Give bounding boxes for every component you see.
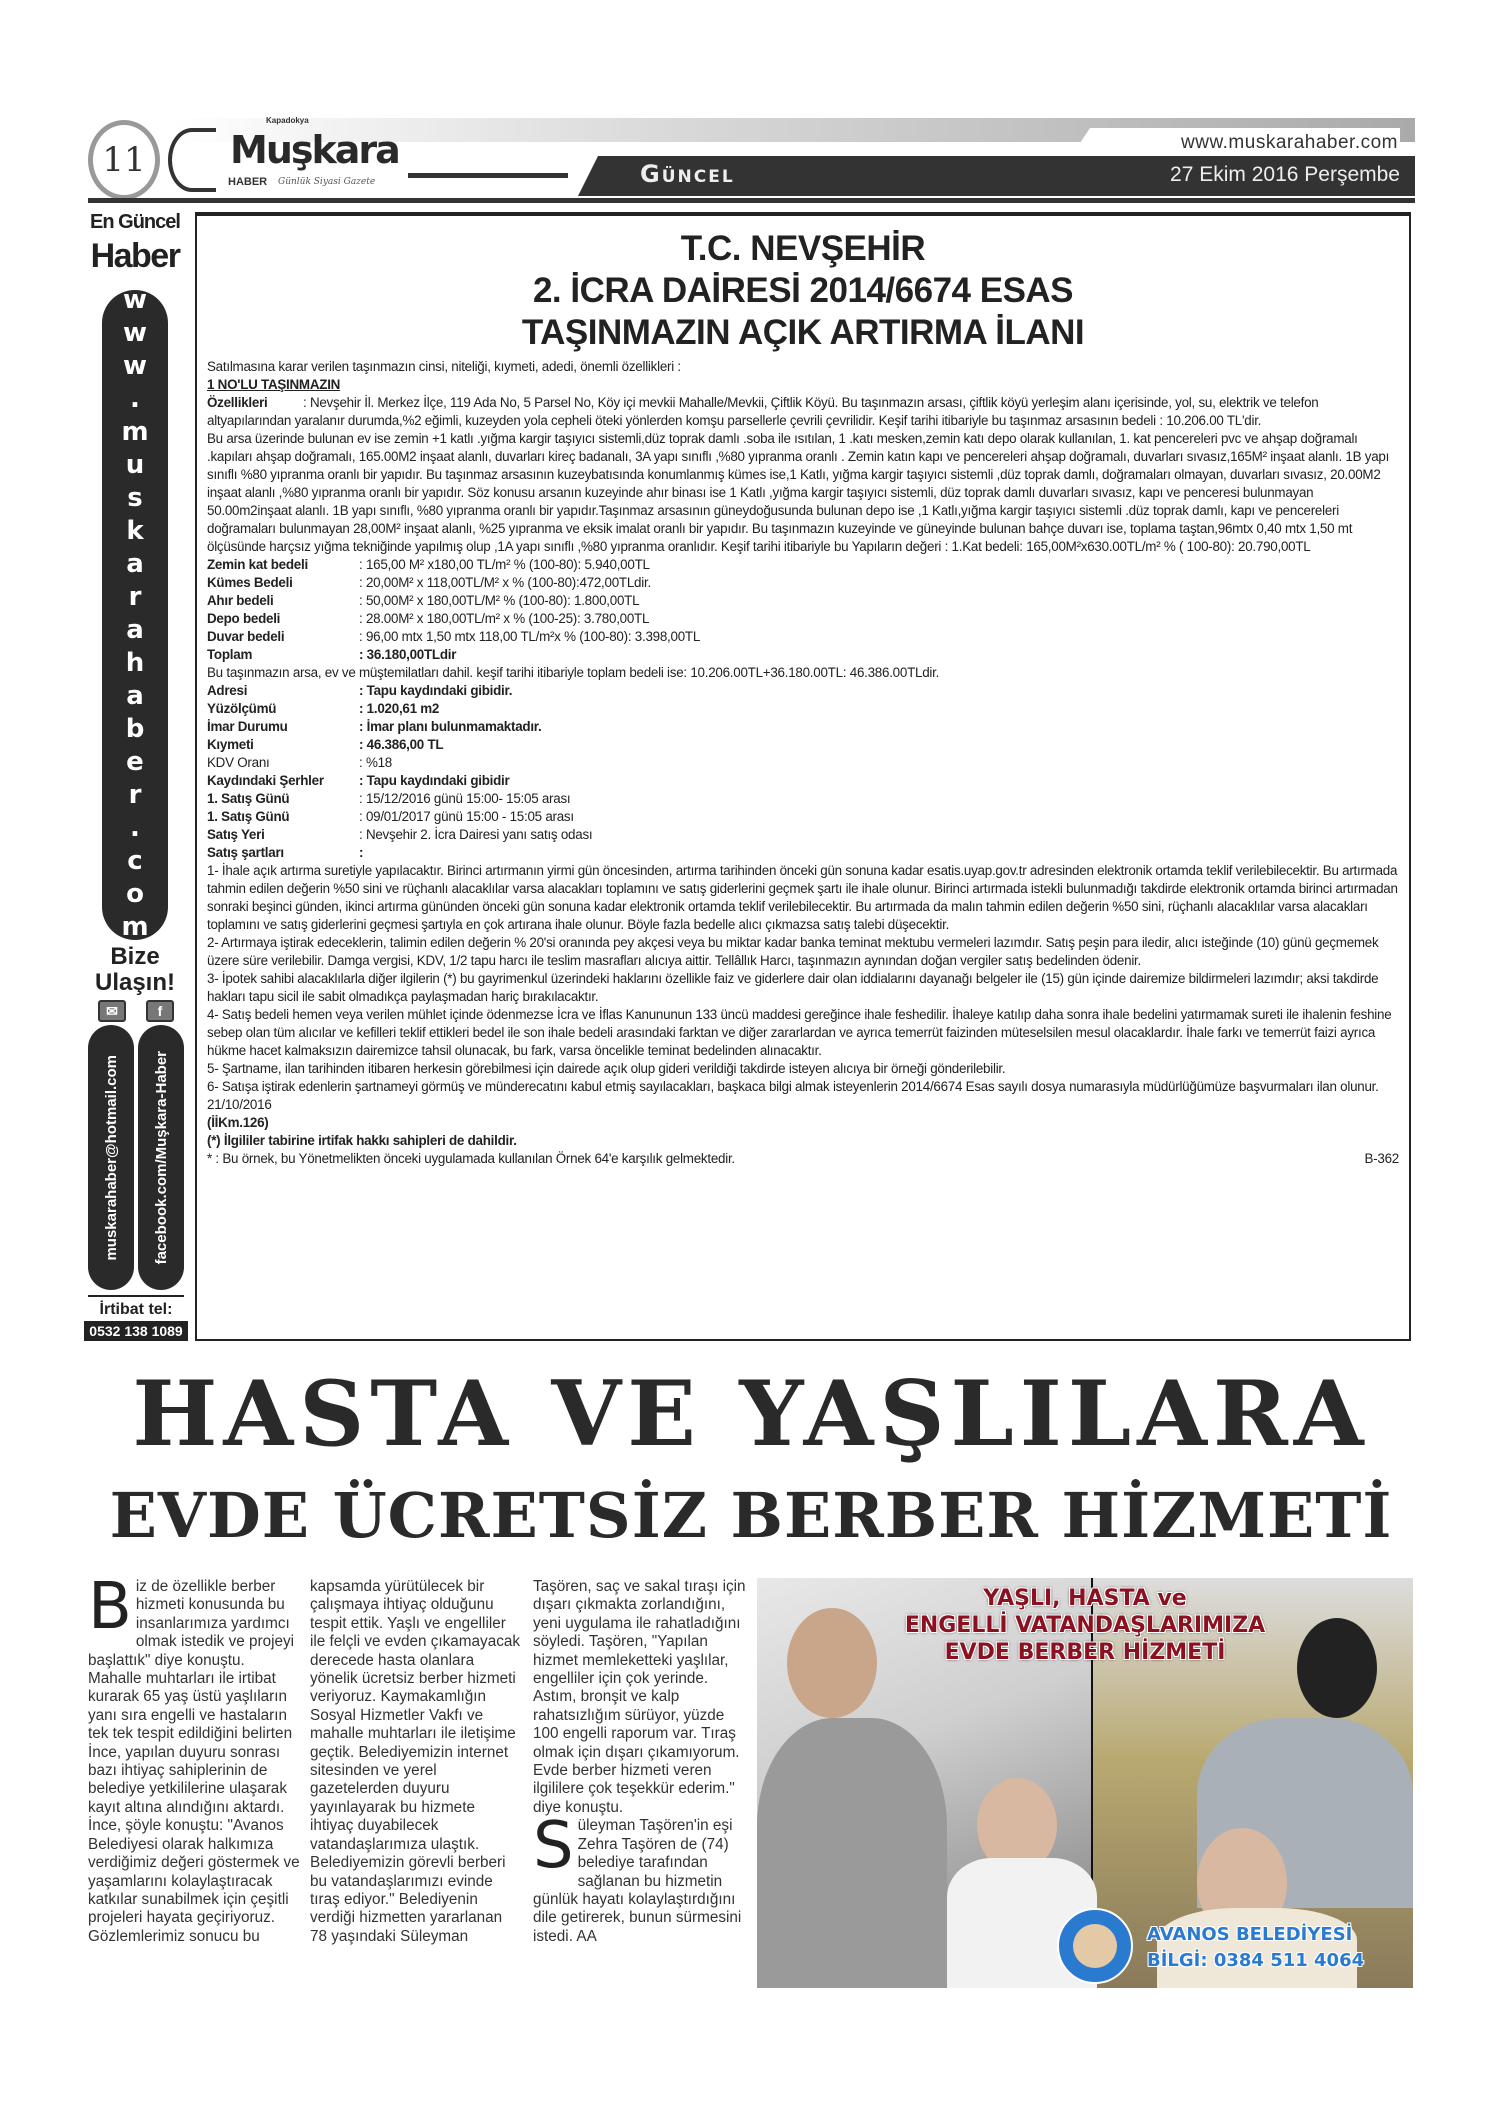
notice-title-3: TAŞINMAZIN AÇIK ARTIRMA İLANI <box>521 313 1085 352</box>
sale-condition: 5- Şartname, ilan tarihinden itibaren herkesin görebilmesi için dairede açık olup gideri verildiği takdirde isteyen alıcıya bir örneği gönderilebilir. <box>207 1061 1006 1076</box>
valuation-row <box>207 556 1399 574</box>
header-divider <box>88 198 1415 203</box>
notice-total-note: Bu taşınmazın arsa, ev ve müştemilatları dahil. keşif tarihi itibariyle toplam bedeli ise: 10.206.00TL+36.180.00TL: 46.386.00TLdir. <box>207 665 940 680</box>
detail-row-label: Satış şartları <box>207 845 284 860</box>
notice-description: Bu arsa üzerinde bulunan ev ise zemin +1 katlı .yığma kargir taşıyıcı sistemli,düz toprak damlı .soba ile ısıtılan, 1 .katı mesken,zemin katı depo olarak kullanılan, 1. kat pencereleri pvc ve ahşap doğramalı .kapıları ahşap doğramalı, 165.00M2 inşaat alanlı, duvarları kireç badanalı, 3A yapı sınıflı ,%80 yıpranma oranlı . Zemin katın kapı ve pencereleri ahşap doğramalı, duvarları sıvasız,165M² inşaat alanlı. 1B yapı sınıflı %80 yıpranma oranlı bir yapıdır. Bu taşınmaz arsasının kuzeybatısında konumlanmış kümes ise,1 Katlı, yığma kargir taşıyıcı sistemli ,düz toprak damlı, doğramaları olmayan, duvarları sıvasız, 20.00M2 inşaat alanlı ,%80 yıpranma oranlı bir yapıdır. Söz konusu arsanın kuzeyinde ahır binası ise 1 Katlı ,yığma kargir taşıyıcı sistemli, düz toprak damlı duvarları sıvasız, kapı ve penceresi bulunmayan 50.00m2inşaat alanlı. 1B yapı sınıflı, %80 yıpranma oranlı bir yapıdır.Taşınmaz arsasının güneydoğusunda bulunan depo ise ,1 Katlı,yığma kargir taşıyıcı sistemli .düz toprak damlı, kapı ve pencereleri doğramaları bulunmayan 28,00M² inşaat alanlı, %25 yıpranma ve eksik imalat oranlı bir yapıdır. Bu taşınmazın kuzeyinde ve güneyinde bulunan bahçe duvarı ise, toplama taştan,96mtx 0,40 mtx 1,50 mt ölçüsünde harçsız yığma tekniğinde yapılmış olup ,1A yapı sınıflı ,%80 yıpranma oranlıdır. Keşif tarihi itibariyle bu Yapıların değeri : 1.Kat bedeli: 165,00M²x630.00TL/m² % ( 100-80): 20.790,00TL <box>207 431 1390 554</box>
detail-row-label: KDV Oranı <box>207 755 270 770</box>
mail-icon: ✉ <box>98 1000 126 1022</box>
sidebar-facebook: facebook.com/Muşkara-Haber <box>152 1050 170 1265</box>
detail-row-label: Adresi <box>207 683 248 698</box>
site-url[interactable]: www.muskarahaber.com <box>1181 132 1398 153</box>
article-column-2 <box>310 1578 522 1946</box>
detail-row-label: İmar Durumu <box>207 719 288 734</box>
detail-row-label: 1. Satış Günü <box>207 809 290 824</box>
detail-row-value: : 1.020,61 m2 <box>359 701 440 716</box>
detail-row-value: : 15/12/2016 günü 15:00- 15:05 arası <box>359 791 571 806</box>
customer-cape-right <box>1157 1908 1357 1988</box>
valuation-row-label: Kümes Bedeli <box>207 575 293 590</box>
sidebar-facebook-pill[interactable] <box>138 1025 184 1290</box>
detail-row <box>207 808 1399 826</box>
sidebar-site-text: www.muskarahaber.com <box>120 285 150 945</box>
notice-code: B-362 <box>1364 1151 1399 1166</box>
notice-item-heading: 1 NO'LU TAŞINMAZIN <box>207 377 341 392</box>
sidebar-phone: 0532 138 1089 <box>84 1321 188 1341</box>
barber-body-left <box>757 1718 947 1988</box>
article-col1-text: iz de özellikle berber hizmeti konusunda bu insanlarımıza yardımcı olmak istedik ve projeyi başlattık" diye konuştu. Mahalle muhtarları ile irtibat kurarak 65 yaş üstü yaşlıların yanı sıra engelli ve hastaların tek tek tespit edildiğini belirten İnce, yapılan duyuru sonrası bazı ihtiyaç sahiplerinin de belediye yetkililerine ulaşarak kayıt altına alındığını aktardı. İnce, şöyle konuştu: "Avanos Belediyesi olarak halkımıza verdiğimiz değeri göstermek ve yaşamlarını kolaylaştıracak katkılar sunabilmek için çeşitli projeleri hayata geçiriyoruz. Gözlemlerimiz sonucu bu <box>88 1578 300 1945</box>
features-label: Özellikleri <box>207 395 268 410</box>
detail-row <box>207 790 1399 808</box>
notice-title-1: T.C. NEVŞEHİR <box>680 229 926 268</box>
headline-line-1: HASTA VE YAŞLILARA <box>132 1361 1370 1467</box>
logo-slogan: Günlük Siyasi Gazete <box>278 177 376 187</box>
auction-notice <box>195 212 1411 1341</box>
detail-row <box>207 772 1399 790</box>
sale-condition: 6- Satışa iştirak edenlerin şartnameyi görmüş ve münderecatını kabul etmiş sayılacakları, başkaca bilgi almak isteyenlerin 2014/6674 Esas sayılı dosya numarasıyla müdürlüğümüze başvurmaları ilan olunur. 21/10/2016 <box>207 1079 1379 1112</box>
notice-intro: Satılmasına karar verilen taşınmazın cinsi, niteliği, kıymeti, adedi, önemli özellikleri : <box>207 359 681 374</box>
sidebar-site-pill[interactable] <box>102 285 168 945</box>
header-rule <box>408 173 568 178</box>
valuation-row-label: Depo bedeli <box>207 611 281 626</box>
sidebar-en-guncel: En Güncel <box>90 211 180 233</box>
newspaper-logo[interactable] <box>168 116 408 194</box>
detail-row-label: Kıymeti <box>207 737 254 752</box>
detail-row-label: Satış Yeri <box>207 827 265 842</box>
photo-overlay-line-2: ENGELLİ VATANDAŞLARIMIZA <box>904 1613 1266 1638</box>
detail-row <box>207 718 1399 736</box>
detail-row-label: Yüzölçümü <box>207 701 277 716</box>
photo-info: BİLGİ: 0384 511 4064 <box>1147 1950 1365 1971</box>
article-photo[interactable] <box>757 1578 1413 1988</box>
notice-law-ref: (İİKm.126) <box>207 1115 269 1130</box>
valuation-row <box>207 592 1399 610</box>
article-col2-text: kapsamda yürütülecek bir çalışmaya ihtiyaç olduğunu tespit ettik. Yaşlı ve engelliler ile felçli ve evden çıkamayacak derecede hasta olanlara yönelik ücretsiz berber hizmeti veriyoruz. Kaymakamlığın Sosyal Hizmetler Vakfı ve mahalle muhtarları ile iletişime geçtik. Belediyemizin internet sitesinden ve yerel gazetelerden duyuru yayınlayarak bu hizmete ihtiyaç duyabilecek vatandaşlarımıza ulaştık. Belediyemizin görevli berberi bu vatandaşlarımızı evinde tıraş ediyor." Belediyenin verdiği hizmetten yararlanan 78 yaşındaki Süleyman <box>310 1578 521 1945</box>
detail-row <box>207 826 1399 844</box>
valuation-row-value: : 165,00 M² x180,00 TL/m² % (100-80): 5.940,00TL <box>359 557 650 572</box>
detail-row <box>207 754 1399 772</box>
valuation-row-label: Zemin kat bedeli <box>207 557 308 572</box>
valuation-row-label: Duvar bedeli <box>207 629 285 644</box>
headline-line-2: EVDE ÜCRETSİZ BERBER HİZMETİ <box>109 1479 1393 1552</box>
detail-row-value: : Tapu kaydındaki gibidir. <box>359 683 513 698</box>
sidebar-email-pill[interactable] <box>88 1025 134 1290</box>
dropcap-b: B <box>88 1570 132 1644</box>
valuation-row <box>207 574 1399 592</box>
detail-row-label: Kaydındaki Şerhler <box>207 773 324 788</box>
valuation-row-label: Ahır bedeli <box>207 593 274 608</box>
sidebar-divider <box>88 1295 184 1297</box>
detail-row-label: 1. Satış Günü <box>207 791 290 806</box>
detail-row-value: : İmar planı bulunmamaktadır. <box>359 719 542 734</box>
valuation-row <box>207 646 1399 664</box>
sale-condition: 4- Satış bedeli hemen veya verilen mühlet içinde ödenmezse İcra ve İflas Kanununun 133 üncü maddesi gereğince ihale feshedilir. İhaleye katılıp daha sonra ihale bedelini yatırmamak sureti ile ihalenin feshine sebep olan tüm alıcılar ve kefilleri teklif ettikleri bedel ile son ihale bedeli arasındaki farktan ve diğer zararlardan ve ayrıca temerrüt faizinden müteselsilen mesul olacaklardır. İhale farkı ve temerrüt faizi ayrıca hükme hacet kalmaksızın dairemizce tahsil olunacak, bu fark, varsa öncelikle teminat bedelinden alınacaktır. <box>207 1007 1392 1058</box>
detail-row-value: : <box>359 845 364 860</box>
avanos-seal-icon <box>1057 1908 1133 1984</box>
detail-row <box>207 736 1399 754</box>
sidebar-contact-label: İrtibat tel: <box>99 1301 173 1318</box>
logo-swirl-icon <box>168 128 216 192</box>
dropcap-s: S <box>533 1809 574 1884</box>
valuation-row-value: : 96,00 mtx 1,50 mtx 118,00 TL/m²x % (100-80): 3.398,00TL <box>359 629 701 644</box>
logo-name: Muşkara <box>230 128 399 172</box>
notice-footnote-bold: (*) İlgililer tabirine irtifak hakkı sahipleri de dahildir. <box>207 1133 517 1148</box>
detail-row <box>207 700 1399 718</box>
sale-condition: 2- Artırmaya iştirak edeceklerin, talimin edilen değerin % 20'si oranında pey akçesi veya bu miktar kadar banka teminat mektubu vermeleri lazımdır. Satış peşin para iledir, alıcı isteğinde (10) günü geçmemek üzere süre verilebilir. Damga vergisi, KDV, 1/2 tapu harcı ile teslim masrafları alıcıya aittir. Tellâllık Harcı, taşınmazın aynından doğan vergiler satış bedelinden ödenir. <box>207 935 1379 968</box>
detail-row-value: : 09/01/2017 günü 15:00 - 15:05 arası <box>359 809 574 824</box>
detail-row-value: : Tapu kaydındaki gibidir <box>359 773 510 788</box>
detail-row <box>207 682 1399 700</box>
logo-sub: HABER <box>228 176 268 188</box>
sale-condition: 1- İhale açık artırma suretiyle yapılacaktır. Birinci artırmanın yirmi gün öncesinden, artırma tarihinden önceki gün sonuna kadar esatis.uyap.gov.tr adresinden elektronik ortamda teklif verilebilecektir. Bu artırmada tahmin edilen değerin %50 sini ve rüçhanlı alacaklılar varsa alacakları toplamını ve satış giderlerini geçmek şartı ile ihale olunur. Birinci artırmada istekli bulunmadığı takdirde elektronik ortamda birinci artırmadan sonraki beşinci günden, ikinci artırma gününden önceki gün sonuna kadar elektronik ortamda teklif verilebilecektir. Bu artırmada da malın tahmin edilen değerin %50 sini, rüçhanlı alacaklılar varsa alacakları toplamını ve satış giderlerini geçmesi şartıyla en çok artırana ihale olunur. Böyle fazla bedelle alıcı çıkmazsa satış talebi düşecektir. <box>207 863 1398 932</box>
notice-title-2: 2. İCRA DAİRESİ 2014/6674 ESAS <box>532 271 1074 310</box>
detail-row-value: : 46.386,00 TL <box>359 737 444 752</box>
valuation-row-label: Toplam <box>207 647 253 662</box>
detail-row-value: : %18 <box>359 755 392 770</box>
valuation-row-value: : 36.180,00TLdir <box>359 647 457 662</box>
valuation-row-value: : 28.00M² x 180,00TL/m² x % (100-25): 3.780,00TL <box>359 611 650 626</box>
photo-overlay-line-3: EVDE BERBER HİZMETİ <box>944 1640 1226 1665</box>
sidebar-email: muskarahaber@hotmail.com <box>102 1054 120 1261</box>
section-title: Güncel <box>640 160 735 188</box>
sale-condition: 3- İpotek sahibi alacaklılarla diğer ilgilerin (*) bu gayrimenkul üzerindeki haklarını özellikle faiz ve giderlere dair olan iddialarını dayanağı belgeler ile (15) gün içinde dairemize bildirmeleri lazımdır; aksi takdirde hakları tapu sicil ile sabit olmadıkça paylaşmadan hariç bırakılacaktır. <box>207 971 1379 1004</box>
facebook-icon: f <box>146 1000 174 1022</box>
page-number: 11 <box>88 120 160 200</box>
valuation-row-value: : 50,00M² x 180,00TL/M² % (100-80): 1.800,00TL <box>359 593 640 608</box>
article-col3-text: Taşören, saç ve sakal tıraşı için dışarı çıkmakta zorlandığını, yeni uygulama ile rahatladığını söyledi. Taşören, "Yapılan hizmet memleketteki yaşlılar, engelliler için çok yerinde. Astım, bronşit ve kalp rahatsızlığım sürüyor, yüzde 100 engelli raporum var. Tıraş olmak için dışarı çıkamıyorum. Evde berber hizmeti veren ilgililere çok teşekkür ederim." diye konuştu. <box>533 1578 746 1816</box>
valuation-row <box>207 628 1399 646</box>
photo-org: AVANOS BELEDİYESİ <box>1147 1924 1353 1945</box>
valuation-row-value: : 20,00M² x 118,00TL/M² x % (100-80):472,00TLdir. <box>359 575 651 590</box>
article-col3-text2: üleyman Taşören'in eşi Zehra Taşören de (74) belediye tarafından sağlanan bu hizmetin günlük hayatı kolaylaştırdığını dile getirerek, bunun sürmesini istedi. AA <box>533 1817 742 1945</box>
detail-row <box>207 844 1399 862</box>
notice-features <box>207 394 1399 430</box>
article-column-3 <box>533 1578 751 1946</box>
notice-footnote: * : Bu örnek, bu Yönetmelikten önceki uygulamada kullanılan Örnek 64'e karşılık gelmektedir. <box>207 1151 735 1166</box>
valuation-row <box>207 610 1399 628</box>
article-column-1 <box>88 1570 300 1946</box>
features-text: : Nevşehir İl. Merkez İlçe, 119 Ada No, 5 Parsel No, Köy içi mevkii Mahalle/Mevkii, Çiftlik Köyü. Bu taşınmazın arsası, çiftlik köyü yerleşim alanı içerisinde, yol, su, elektrik ve telefon altyapılarından yaralanır durumda,%2 eğimli, kuzeyden yola cepheli öteki yönlerden komşu parsellerle çevrili çevrilidir. Keşif tarihi itibariyle bu taşınmaz arsasının bedeli : 10.206.00 TL'dir. <box>207 395 1319 428</box>
sidebar-contact-heading: Bize Ulaşın! <box>94 943 175 996</box>
logo-kicker: Kapadokya <box>266 116 309 125</box>
detail-row-value: : Nevşehir 2. İcra Dairesi yanı satış odası <box>359 827 593 842</box>
sidebar-haber: Haber <box>90 237 180 275</box>
photo-overlay-line-1: YAŞLI, HASTA ve <box>983 1586 1187 1611</box>
issue-date: 27 Ekim 2016 Perşembe <box>1170 163 1400 186</box>
